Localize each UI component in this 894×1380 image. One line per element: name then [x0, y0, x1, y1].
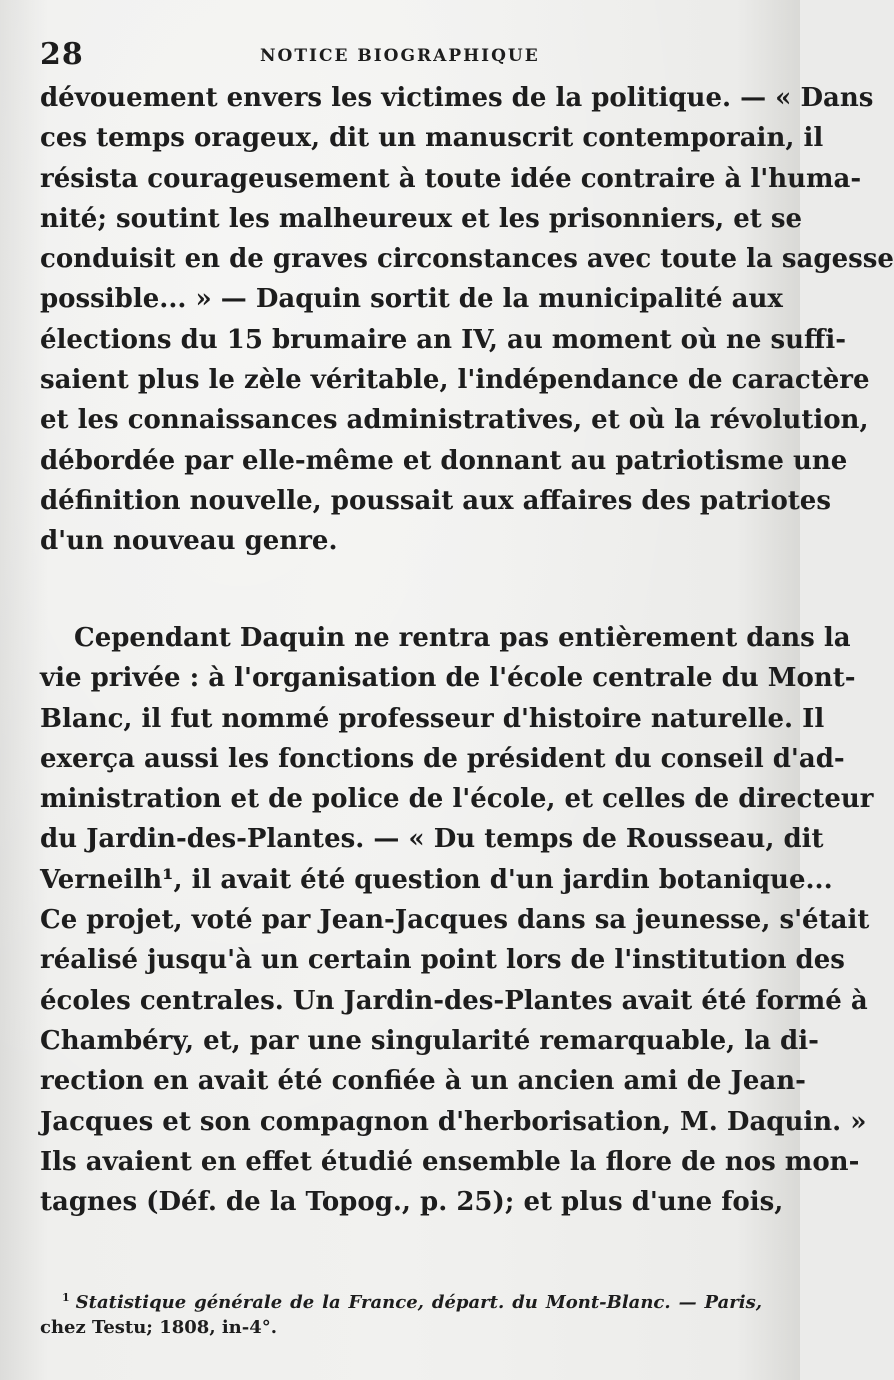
page-number: 28: [40, 37, 84, 72]
text-line: nité; soutint les malheureux et les prisonniers, et se: [40, 203, 802, 234]
text-line: exerça aussi les fonctions de président du conseil d'ad-: [40, 743, 845, 774]
text-line: Blanc, il fut nommé professeur d'histoire naturelle. Il: [40, 703, 825, 734]
text-line: vie privée : à l'organisation de l'école centrale du Mont-: [40, 663, 856, 694]
footnote-text: Statistique générale de la France, départ. du Mont-Blanc. — Paris,: [75, 1292, 762, 1313]
text-line: ces temps orageux, dit un manuscrit contemporain, il: [40, 123, 824, 154]
text-line: résista courageusement à toute idée contraire à l'huma-: [40, 163, 862, 194]
text-line: définition nouvelle, poussait aux affaires des patriotes: [40, 485, 831, 516]
footnote-mark: 1: [62, 1291, 70, 1304]
text-line: Ce projet, voté par Jean-Jacques dans sa jeunesse, s'était: [40, 905, 870, 936]
paragraph-2: [40, 618, 874, 1222]
text-line: conduisit en de graves circonstances avec toute la sagesse: [40, 244, 894, 275]
text-line: dévouement envers les victimes de la politique. — « Dans: [40, 83, 874, 113]
text-line: écoles centrales. Un Jardin-des-Plantes avait été formé à: [40, 985, 868, 1016]
text-line: d'un nouveau genre.: [40, 526, 338, 557]
text-line: réalisé jusqu'à un certain point lors de l'institution des: [40, 945, 845, 976]
page-header: [40, 38, 760, 72]
text-line: du Jardin-des-Plantes. — « Du temps de Rousseau, dit: [40, 824, 824, 855]
text-line: rection en avait été confiée à un ancien ami de Jean-: [40, 1066, 806, 1097]
footnote-line: [40, 1283, 762, 1313]
running-head: NOTICE BIOGRAPHIQUE: [260, 46, 540, 66]
text-line: ministration et de police de l'école, et celles de directeur: [40, 784, 874, 815]
text-line: élections du 15 brumaire an IV, au moment où ne suffi-: [40, 324, 846, 355]
text-line: possible... » — Daquin sortit de la municipalité aux: [40, 284, 783, 315]
text-line: Ils avaient en effet étudié ensemble la flore de nos mon-: [40, 1146, 860, 1177]
text-line: Jacques et son compagnon d'herborisation, M. Daquin. »: [40, 1106, 867, 1137]
footnote-line: chez Testu; 1808, in-4°.: [40, 1317, 278, 1338]
text-line: Verneilh¹, il avait été question d'un jardin botanique...: [40, 864, 833, 895]
footnote: [40, 1283, 762, 1343]
text-line: Chambéry, et, par une singularité remarquable, la di-: [40, 1025, 819, 1056]
text-line: tagnes (Déf. de la Topog., p. 25); et plus d'une fois,: [40, 1187, 784, 1218]
text-line: et les connaissances administratives, et où la révolution,: [40, 405, 869, 436]
text-line: Cependant Daquin ne rentra pas entièrement dans la: [74, 623, 851, 653]
text-line: saient plus le zèle véritable, l'indépendance de caractère: [40, 365, 870, 396]
paragraph-1: [40, 78, 894, 562]
text-line: débordée par elle-même et donnant au patriotisme une: [40, 445, 848, 476]
